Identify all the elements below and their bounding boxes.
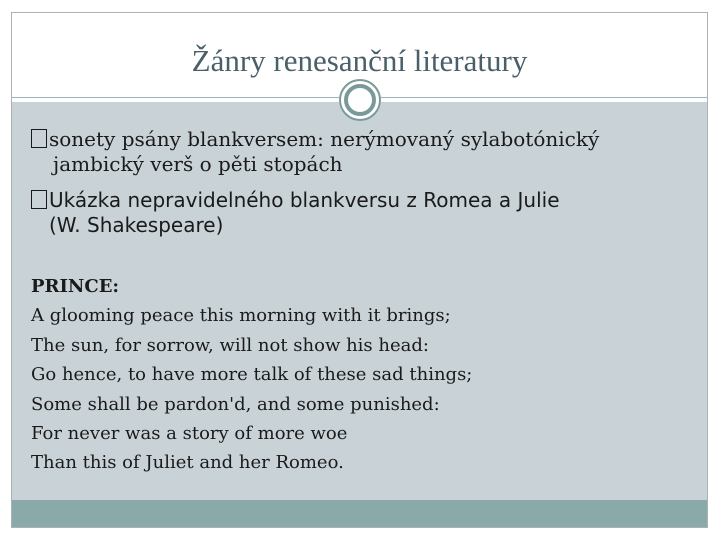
quote-speaker: PRINCE: xyxy=(31,276,120,297)
quote-line: Than this of Juliet and her Romeo. xyxy=(31,452,344,474)
footer-bar xyxy=(12,500,707,527)
quote-line: For never was a story of more woe xyxy=(31,423,348,445)
slide-title: Žánry renesanční literatury xyxy=(191,43,528,78)
ring-inner xyxy=(344,84,376,116)
ring-icon xyxy=(339,79,381,121)
bullet-2-line-1: Ukázka nepravidelného blankversu z Romea a Julie xyxy=(49,188,560,212)
quote-line: Go hence, to have more talk of these sad things; xyxy=(31,364,473,386)
bullet-item-2 xyxy=(31,188,560,238)
bullet-1-line-2: jambický verš o pěti stopách xyxy=(53,152,343,176)
square-bullet-icon xyxy=(31,190,47,209)
quote-line: Some shall be pardon'd, and some punished: xyxy=(31,393,440,415)
quote-line: The sun, for sorrow, will not show his head: xyxy=(31,334,429,356)
bullet-2-line-2: (W. Shakespeare) xyxy=(49,213,224,237)
bullet-1-line-1: sonety psány blankversem: nerýmovaný sylabotónický xyxy=(49,127,600,151)
bullet-item-1 xyxy=(31,127,599,177)
quote-block xyxy=(31,272,691,478)
square-bullet-icon xyxy=(31,129,47,148)
quote-line: A glooming peace this morning with it brings; xyxy=(31,305,451,327)
